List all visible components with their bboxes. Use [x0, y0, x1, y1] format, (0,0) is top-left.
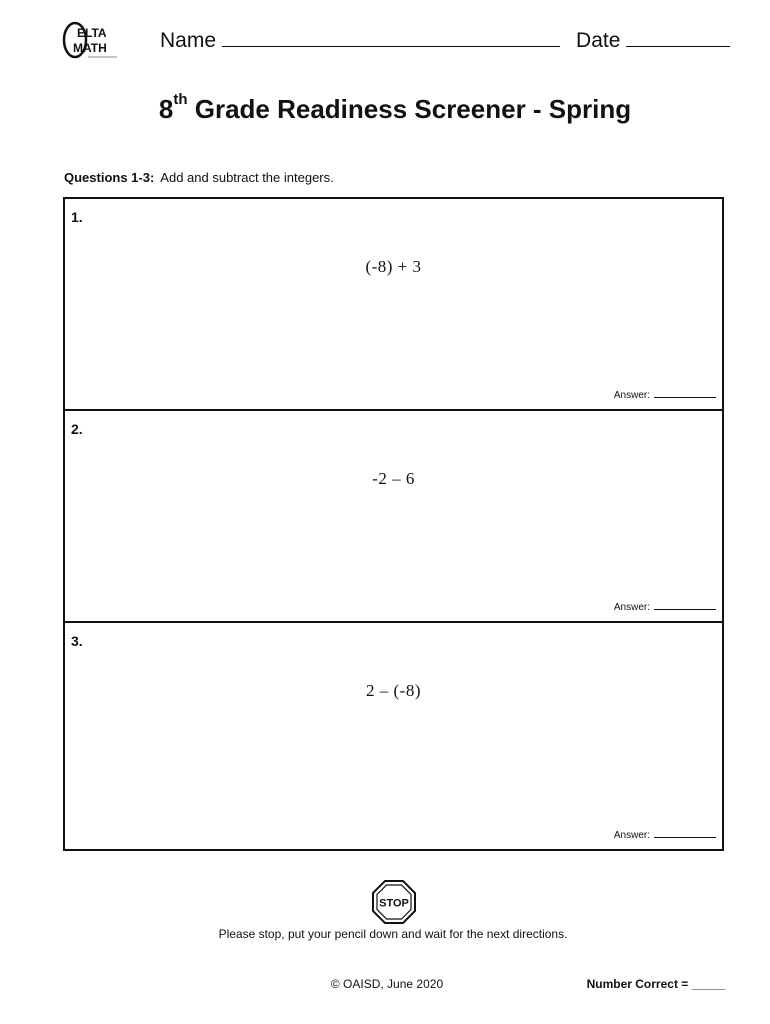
question-expression: 2 – (-8)	[366, 681, 421, 700]
question-expression: -2 – 6	[372, 469, 415, 488]
answer-label: Answer:	[613, 390, 650, 401]
question-box-2	[65, 411, 722, 623]
page-title	[0, 91, 770, 125]
answer-area	[614, 389, 716, 401]
answer-field[interactable]	[654, 601, 716, 610]
name-label: Name	[160, 29, 217, 52]
date-field[interactable]	[626, 28, 730, 47]
name-field[interactable]	[222, 28, 560, 47]
question-number: 1.	[71, 209, 83, 225]
answer-area	[614, 601, 716, 613]
logo-line1: ELTA	[77, 26, 107, 40]
stop-sign-icon	[371, 879, 417, 925]
answer-field[interactable]	[654, 389, 716, 398]
title-grade-suffix: th	[173, 91, 188, 109]
stop-message: Please stop, put your pencil down and wait for the next directions.	[218, 927, 568, 941]
questions-table	[63, 197, 724, 851]
title-rest: Grade Readiness Screener - Spring	[194, 94, 632, 124]
instructions	[64, 170, 334, 185]
date-label: Date	[576, 29, 621, 52]
instructions-label: Questions 1-3:	[64, 170, 155, 185]
answer-field[interactable]	[654, 829, 716, 838]
question-box-3	[65, 623, 722, 849]
question-expression: (-8) + 3	[365, 257, 422, 276]
title-grade-number: 8	[158, 94, 174, 124]
answer-area	[614, 829, 716, 841]
copyright: © OAISD, June 2020	[330, 977, 444, 991]
question-number: 3.	[71, 633, 83, 649]
number-correct: Number Correct = _____	[586, 977, 725, 991]
name-date-row	[160, 28, 730, 53]
question-number: 2.	[71, 421, 83, 437]
delta-math-logo	[62, 20, 124, 62]
instructions-text: Add and subtract the integers.	[160, 170, 334, 185]
question-box-1	[65, 199, 722, 411]
answer-label: Answer:	[613, 830, 650, 841]
logo-line2: MATH	[73, 41, 107, 55]
answer-label: Answer:	[613, 602, 650, 613]
stop-sign-text: STOP	[379, 897, 409, 910]
